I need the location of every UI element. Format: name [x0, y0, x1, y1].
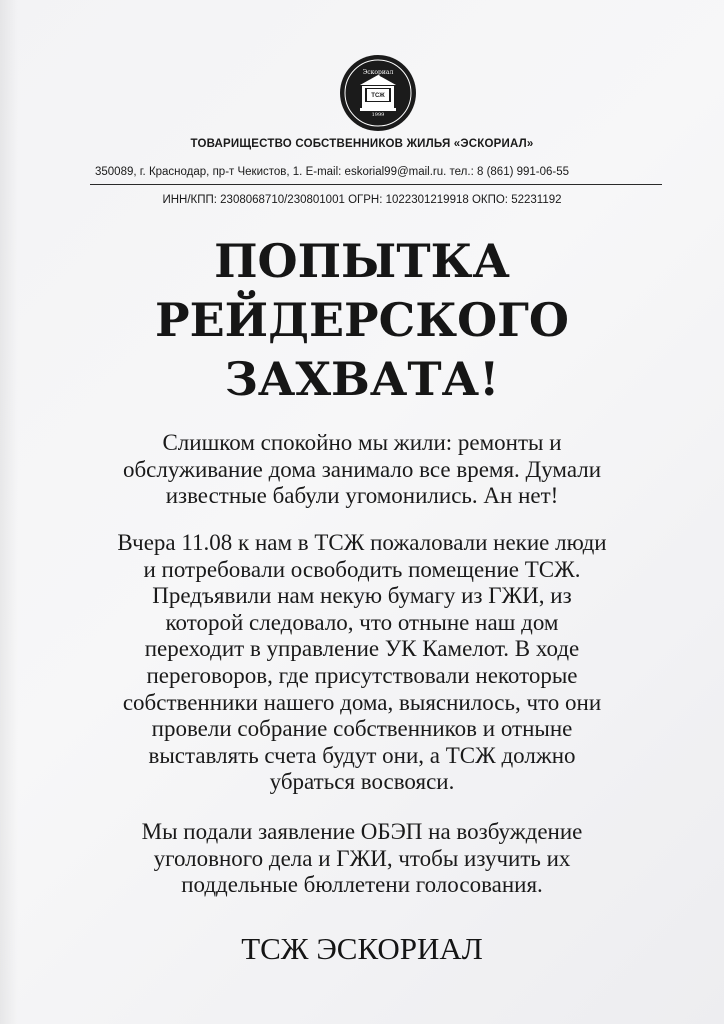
paragraph-line: переходит в управление УК Камелот. В ходе: [144, 636, 580, 662]
paragraph-line: и потребовали освободить помещение ТСЖ.: [143, 556, 581, 582]
headline: [0, 232, 724, 409]
paragraph-line: которой следовало, что отныне наш дом: [165, 609, 559, 635]
paragraph-line: известные бабули угомонились. Ан нет!: [165, 483, 559, 509]
paragraph-line: переговоров, где присутствовали некоторые: [146, 662, 578, 688]
logo-top-text: Эскориал: [362, 69, 394, 76]
page-shadow: [0, 0, 18, 1024]
paragraph-line: провели собрание собственников и отныне: [151, 716, 573, 742]
paragraph-intro: [30, 430, 694, 510]
paragraph-line: уголовного дела и ГЖИ, чтобы изучить их: [153, 845, 571, 871]
paragraph-line: собственники нашего дома, выяснилось, что они: [122, 689, 602, 715]
organization-name: ТОВАРИЩЕСТВО СОБСТВЕННИКОВ ЖИЛЬЯ «ЭСКОРИАЛ»: [190, 138, 534, 150]
paragraph-line: выставлять счета будут они, а ТСЖ должно: [148, 742, 576, 768]
headline-line-1: ПОПЫТКА: [214, 234, 510, 288]
headline-line-2: РЕЙДЕРСКОГО: [154, 293, 570, 347]
paragraph-line: убраться восвояси.: [269, 769, 455, 795]
paragraph-line: обслуживание дома занимало все время. Думали: [122, 456, 602, 482]
headline-line-3: ЗАХВАТА!: [224, 352, 500, 406]
paragraph-line: Слишком спокойно мы жили: ремонты и: [162, 430, 562, 455]
paragraph-line: Вчера 11.08 к нам в ТСЖ пожаловали некие люди: [117, 530, 607, 555]
company-requisites: ИНН/КПП: 2308068710/230801001 ОГРН: 1022301219918 ОКПО: 52231192: [162, 194, 562, 206]
paragraph-line: Мы подали заявление ОБЭП на возбуждение: [141, 819, 583, 844]
paragraph-actions: [30, 819, 694, 899]
hoa-logo: [340, 55, 416, 131]
logo-mid-text: ТСЖ: [371, 93, 385, 99]
logo-year: 1999: [371, 112, 385, 118]
contact-address: 350089, г. Краснодар, пр-т Чекистов, 1. E-mail: eskorial99@mail.ru. тел.: 8 (861) 991-06-55: [95, 166, 570, 178]
paragraph-line: поддельные бюллетени голосования.: [181, 872, 543, 898]
paragraph-line: Предъявили нам некую бумагу из ГЖИ, из: [152, 583, 572, 609]
paragraph-incident: [30, 530, 694, 796]
header-divider: [90, 184, 662, 185]
signature: ТСЖ ЭСКОРИАЛ: [241, 931, 483, 966]
